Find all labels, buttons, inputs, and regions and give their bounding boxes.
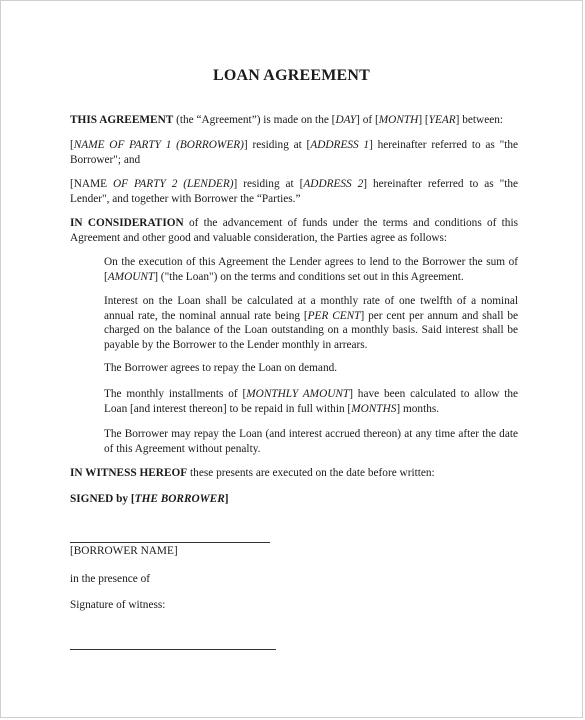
borrower-signature-line [70, 542, 270, 543]
clause-loan-amount: On the execution of this Agreement the Lender agrees to lend to the Borrower the sum of [AMOUNT] ("the Loan") on the terms and conditions set out in this Agreement. [104, 256, 518, 283]
borrower-party: [NAME OF PARTY 1 (BORROWER)] residing at [ADDRESS 1] hereinafter referred to as "the Borrower"; and [70, 139, 518, 166]
clause-installments: The monthly installments of [MONTHLY AMOUNT] have been calculated to allow the Loan [and interest thereon] to be repaid in full within [MONTHS] months. [104, 388, 519, 415]
agreement-intro: THIS AGREEMENT (the “Agreement”) is made on the [DAY] of [MONTH] [YEAR] between: [70, 114, 504, 126]
witness-clause: IN WITNESS HEREOF these presents are executed on the date before written: [70, 467, 435, 479]
witness-signature-line [70, 649, 276, 650]
consideration-clause: IN CONSIDERATION of the advancement of funds under the terms and conditions of this Agreement and other good and valuable consideration, the Parties agree as follows: [70, 217, 518, 244]
witness-signature-label: Signature of witness: [70, 599, 166, 611]
borrower-name: [BORROWER NAME] [70, 545, 178, 557]
clause-prepayment: The Borrower may repay the Loan (and interest accrued thereon) at any time after the date of this Agreement without penalty. [104, 428, 518, 455]
lender-party: [NAME OF PARTY 2 (LENDER)] residing at [ADDRESS 2] hereinafter referred to as "the Lender", and together with Borrower the “Parties.” [70, 178, 518, 205]
clause-interest: Interest on the Loan shall be calculated at a monthly rate of one twelfth of a nominal annual rate, the nominal annual rate being [PER CENT] per cent per annum and shall be charged on the balance of the Loan outstanding on a monthly basis. Said interest shall be payable by the Borrower to the Lender monthly in arrears. [104, 295, 518, 351]
presence-label: in the presence of [70, 573, 150, 585]
document-title: LOAN AGREEMENT [212, 67, 371, 84]
clause-repay-demand: The Borrower agrees to repay the Loan on demand. [104, 362, 338, 374]
signed-by: SIGNED by [THE BORROWER] [70, 493, 229, 505]
